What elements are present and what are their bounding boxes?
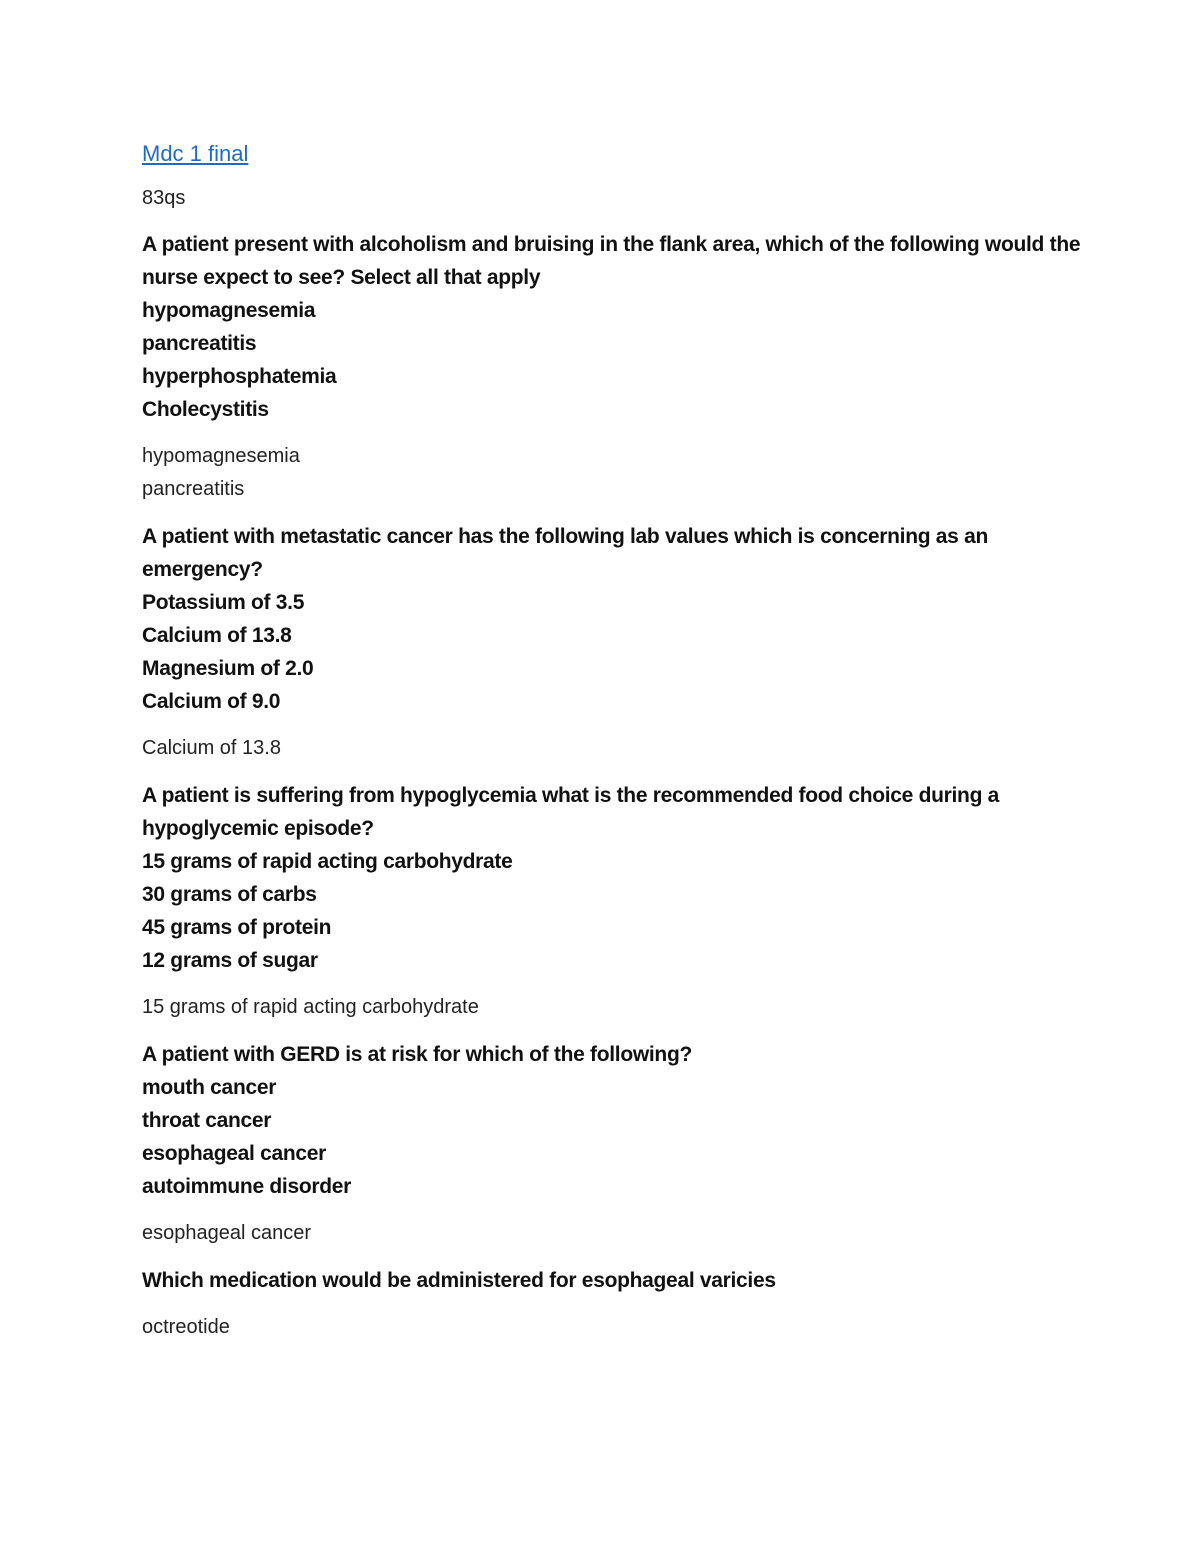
answer-text — [142, 991, 1082, 1024]
option-list — [142, 586, 1082, 718]
answer-line: 15 grams of rapid acting carbohydrate — [142, 996, 479, 1018]
option-item: esophageal cancer — [142, 1142, 326, 1165]
answer-line: esophageal cancer — [142, 1222, 312, 1244]
question-text: A patient with GERD is at risk for which of the following? — [142, 1043, 693, 1066]
option-list — [142, 1071, 1082, 1203]
document-title-link[interactable]: Mdc 1 final — [142, 141, 249, 166]
option-item: Calcium of 13.8 — [142, 624, 292, 647]
option-item: pancreatitis — [142, 332, 257, 355]
question-text: Which medication would be administered for esophageal varicies — [142, 1269, 776, 1292]
answer-text — [142, 1311, 1082, 1344]
question-text: A patient is suffering from hypoglycemia what is the recommended food choice during a hypoglycemic episode? — [142, 784, 1000, 840]
option-item: mouth cancer — [142, 1076, 277, 1099]
question-text: A patient present with alcoholism and bruising in the flank area, which of the following would the nurse expect to see? Select all that apply — [142, 233, 1081, 289]
answer-line: pancreatitis — [142, 478, 245, 500]
option-item: Magnesium of 2.0 — [142, 657, 314, 680]
option-list — [142, 294, 1082, 426]
question-block — [142, 779, 1082, 1024]
option-item: hyperphosphatemia — [142, 365, 337, 388]
answer-line: Calcium of 13.8 — [142, 737, 281, 759]
answer-text — [142, 440, 1082, 506]
option-item: Cholecystitis — [142, 398, 269, 421]
question-count: 83qs — [142, 187, 186, 209]
question-block — [142, 1264, 1082, 1344]
option-item: throat cancer — [142, 1109, 272, 1132]
option-item: 12 grams of sugar — [142, 949, 318, 972]
document-page — [142, 138, 1082, 1358]
option-item: Potassium of 3.5 — [142, 591, 305, 614]
question-block — [142, 228, 1082, 506]
question-text: A patient with metastatic cancer has the following lab values which is concerning as an emergency? — [142, 525, 989, 581]
option-item: 45 grams of protein — [142, 916, 332, 939]
option-item: 15 grams of rapid acting carbohydrate — [142, 850, 513, 873]
option-list — [142, 845, 1082, 977]
answer-line: octreotide — [142, 1316, 230, 1338]
answer-text — [142, 732, 1082, 765]
question-block — [142, 520, 1082, 765]
answer-text — [142, 1217, 1082, 1250]
option-item: hypomagnesemia — [142, 299, 316, 322]
question-block — [142, 1038, 1082, 1250]
option-item: Calcium of 9.0 — [142, 690, 281, 713]
option-item: autoimmune disorder — [142, 1175, 351, 1198]
option-item: 30 grams of carbs — [142, 883, 317, 906]
answer-line: hypomagnesemia — [142, 445, 300, 467]
